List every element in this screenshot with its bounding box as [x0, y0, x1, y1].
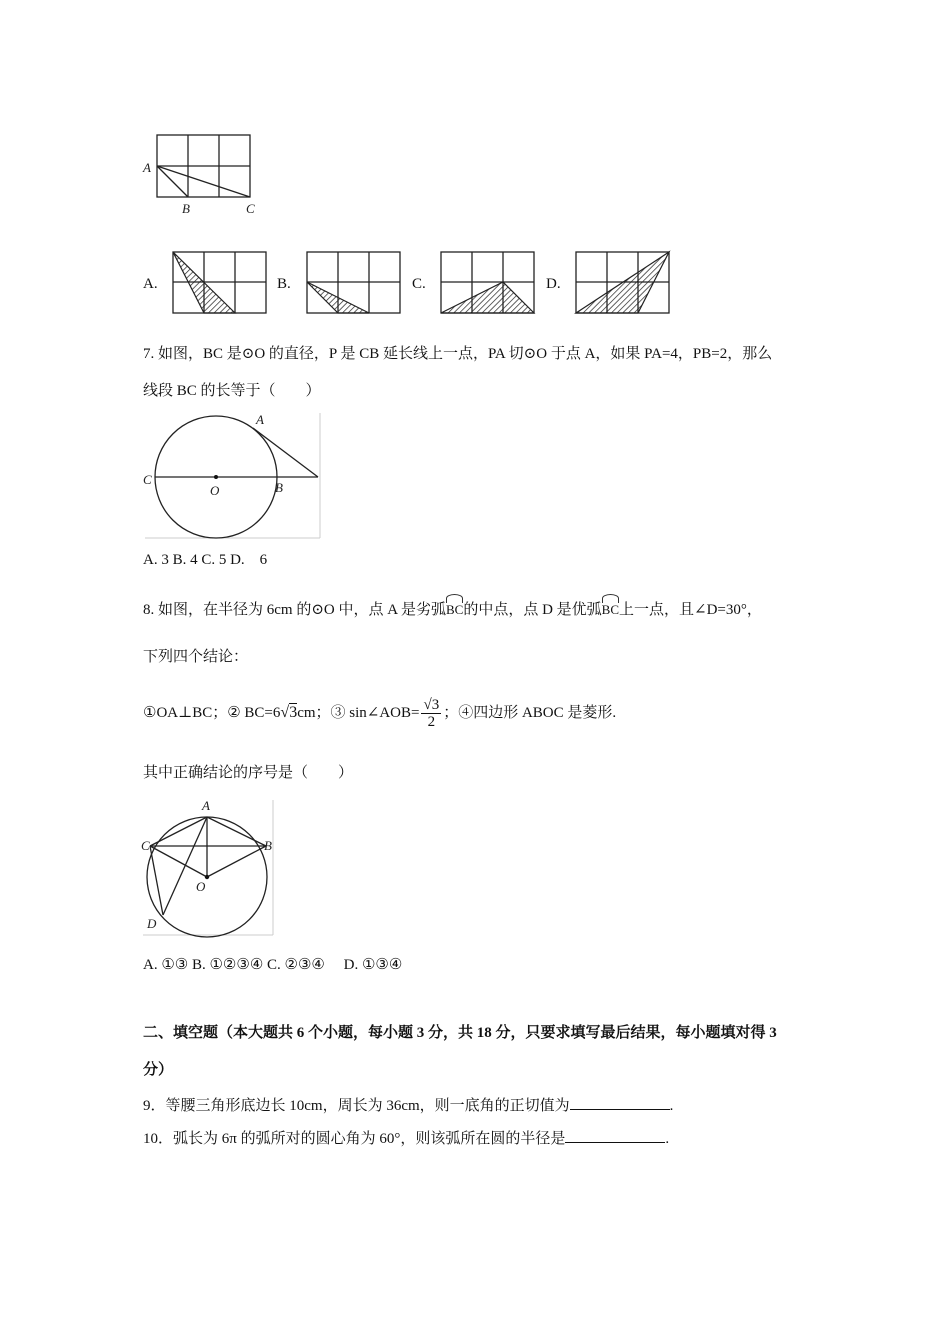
section2-title-line1: 二、填空题（本大题共 6 个小题，每小题 3 分，共 18 分，只要求填写最后结果，每小题填对得 3 — [143, 1025, 777, 1041]
q8-line2: 下列四个结论： — [143, 649, 249, 665]
q8-label-o: O — [196, 879, 206, 894]
q8-arc-bc-minor: BC — [446, 597, 463, 620]
q7-line1: 7. 如图，BC 是⊙O 的直径，P 是 CB 延长线上一点，PA 切⊙O 于点 A，如果 PA=4，PB=2，那么 — [143, 346, 773, 362]
q8-sqrt-value: 3 — [289, 704, 298, 721]
q10-line — [143, 1128, 669, 1149]
q6-label-c: C — [246, 201, 255, 216]
q8-line4: 其中正确结论的序号是（ ） — [143, 765, 354, 781]
q8-frac-den: 2 — [427, 714, 436, 731]
q8-figure — [140, 797, 280, 939]
q7-label-b: B — [275, 480, 283, 495]
q8-arc-bc-major: BC — [602, 597, 619, 620]
q10-end: . — [665, 1131, 670, 1147]
q6-option-c-figure[interactable] — [438, 249, 538, 315]
q8-label-b: B — [264, 838, 272, 853]
q7-figure — [140, 408, 325, 543]
q7-label-a: A — [256, 412, 264, 427]
q8-sqrt: √3 — [280, 704, 298, 721]
q6-option-b-label[interactable]: B. — [277, 276, 291, 292]
q8-label-a: A — [202, 798, 210, 813]
q8-label-d: D — [147, 916, 157, 931]
q6-option-d-figure[interactable] — [573, 249, 673, 315]
q8-line1-c: 上一点，且∠D=30°， — [619, 602, 762, 618]
q6-option-a-figure[interactable] — [170, 249, 270, 315]
q6-option-d-label[interactable]: D. — [546, 276, 561, 292]
q8-options[interactable]: A. ①③ B. ①②③④ C. ②③④ D. ①③④ — [143, 957, 403, 973]
q8-fraction — [421, 697, 441, 730]
q10-answer-blank[interactable] — [565, 1128, 665, 1143]
q8-label-c: C — [141, 838, 150, 853]
q7-options[interactable]: A. 3 B. 4 C. 5 D. 6 — [143, 552, 268, 568]
q8-line1-b: 的中点，点 D 是优弧 — [463, 602, 602, 618]
q7-line2: 线段 BC 的长等于（ ） — [143, 383, 321, 399]
q10-text: 10．弧长为 6π 的弧所对的圆心角为 60°，则该弧所在圆的半径是 — [143, 1131, 566, 1147]
q6-label-a: A — [143, 160, 151, 175]
q9-end: . — [669, 1098, 674, 1114]
q8-unit: cm — [297, 705, 316, 721]
q8-conclusion-3: ；③ sin∠AOB= — [315, 705, 420, 721]
q6-reference-figure — [140, 130, 270, 220]
q7-label-o: O — [210, 483, 220, 498]
q8-conclusion-4: ；④四边形 ABOC 是菱形. — [443, 705, 617, 721]
q6-option-c-label[interactable]: C. — [412, 276, 426, 292]
q9-line — [143, 1095, 673, 1116]
q9-answer-blank[interactable] — [570, 1095, 670, 1110]
q8-frac-num: √3 — [423, 697, 440, 714]
q6-option-b-figure[interactable] — [304, 249, 404, 315]
q6-option-a-label[interactable]: A. — [143, 276, 158, 292]
q8-conclusions — [143, 696, 616, 730]
q8-line1 — [143, 597, 762, 620]
section2-title-line2: 分） — [143, 1062, 174, 1078]
q8-conclusion-1-2: ①OA⊥BC；② BC=6 — [143, 705, 281, 721]
q6-label-b: B — [182, 201, 190, 216]
q8-line1-a: 8. 如图，在半径为 6cm 的⊙O 中，点 A 是劣弧 — [143, 602, 446, 618]
q7-label-c: C — [143, 472, 152, 487]
q9-text: 9．等腰三角形底边长 10cm，周长为 36cm，则一底角的正切值为 — [143, 1098, 570, 1114]
